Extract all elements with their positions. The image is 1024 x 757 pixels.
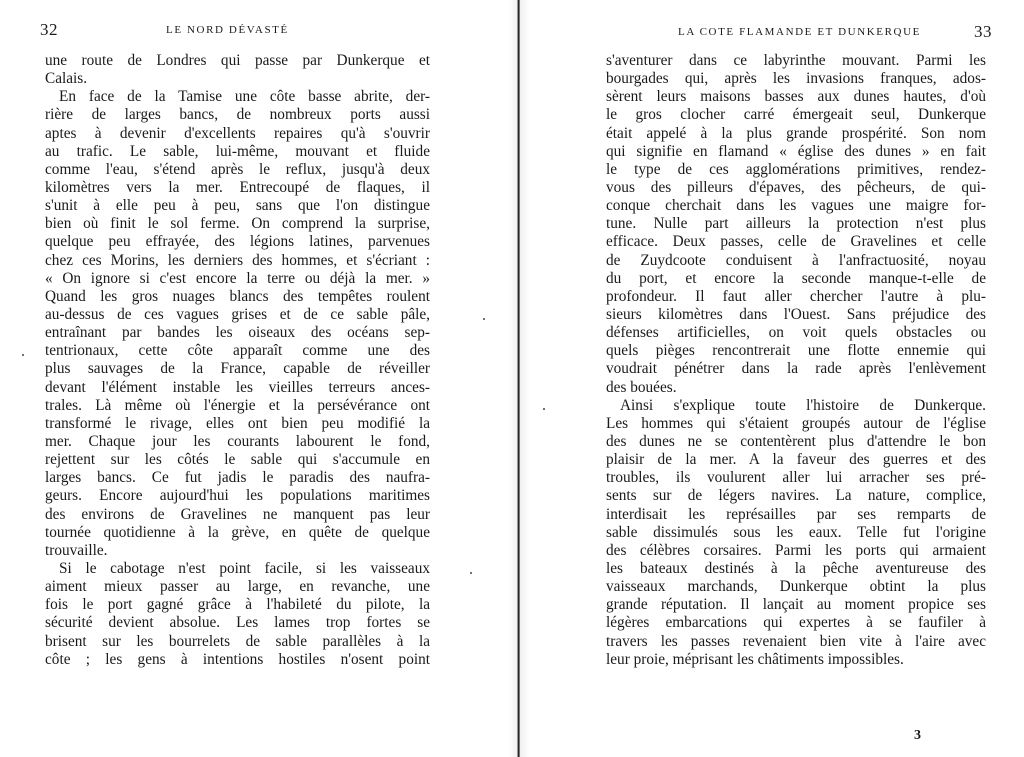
text-line: entraînant par bandes les oiseaux des océans sep-	[45, 324, 430, 342]
text-line: des célèbres corsaires. Parmi les ports qui armaient	[606, 541, 986, 559]
text-line: le type de ces agglomérations primitives, rendez-	[606, 160, 986, 178]
print-speck	[22, 354, 24, 356]
text-line: quelque peu effrayée, des légions latines, parvenues	[45, 233, 430, 251]
text-line: voudrait pénétrer dans la rade après l'enlèvement	[606, 360, 986, 378]
text-line: côte ; les gens à intentions hostiles n'osent point	[45, 650, 430, 668]
text-line: quels pièges rencontrerait une flotte ennemie qui	[606, 342, 986, 360]
text-line: une route de Londres qui passe par Dunkerque et	[45, 52, 430, 69]
running-head: LA COTE FLAMANDE ET DUNKERQUE	[678, 26, 921, 38]
text-line: brisent sur les bourrelets de sable parallèles à la	[45, 632, 430, 650]
text-line: le gros clocher carré émergeait seul, Dunkerque	[606, 106, 986, 124]
text-line: s'unit à elle peu à peu, sans que l'on distingue	[45, 197, 430, 215]
text-line: Quand les gros nuages blancs des tempêtes roulent	[45, 287, 430, 305]
text-line: grande réputation. Il lançait au moment propice ses	[606, 596, 986, 614]
text-line: du port, et encore la seconde manque-t-elle de	[606, 269, 986, 287]
page-number: 33	[974, 22, 992, 41]
text-line: s'aventurer dans ce labyrinthe mouvant. Parmi les	[606, 52, 986, 69]
text-line: trales. Là même où l'énergie et la persévérance ont	[45, 396, 430, 414]
text-line: vaisseaux marchands, Dunkerque obtint la plus	[606, 578, 986, 596]
book-gutter	[517, 0, 520, 757]
text-line: transformé le rivage, elles ont bien peu modifié la	[45, 414, 430, 432]
print-speck	[470, 572, 472, 574]
text-line: rejettent sur les côtés le sable qui s'accumule en	[45, 451, 430, 469]
text-line: sieurs kilomètres dans l'Ouest. Sans préjudice des	[606, 305, 986, 323]
text-line: geurs. Encore aujourd'hui les populations maritimes	[45, 487, 430, 505]
text-line: aiment mieux passer au large, en revanche, une	[45, 578, 430, 596]
text-line: des bouées.	[606, 378, 677, 396]
text-line: leur proie, méprisant les châtiments impossibles.	[606, 650, 904, 668]
print-speck	[543, 408, 545, 410]
signature-mark: 3	[914, 728, 921, 743]
text-line: des environs de Gravelines ne manquent pas leur	[45, 505, 430, 523]
text-line: défenses artificielles, on voit quels obstacles ou	[606, 324, 986, 342]
text-line: troubles, ils voulurent aller lui arracher ses pré-	[606, 469, 986, 487]
page-number: 32	[40, 20, 58, 39]
text-line: En face de la Tamise une côte basse abrite, der-	[59, 88, 430, 106]
text-line: Ainsi s'explique toute l'histoire de Dunkerque.	[620, 396, 986, 414]
right-page	[524, 0, 1024, 757]
text-line: des dunes ne se contentèrent plus d'attendre le bon	[606, 432, 986, 450]
print-speck	[483, 318, 485, 320]
text-line: kilomètres vers la mer. Entrecoupé de flaques, il	[45, 178, 430, 196]
text-line: sécurité devient absolue. Les lames trop fortes se	[45, 614, 430, 632]
text-line: chez ces Morins, les derniers des hommes, et s'écriant :	[45, 251, 430, 269]
text-line: aptes à devenir d'excellents repaires qu'à s'ouvrir	[45, 124, 430, 142]
text-line: trouvaille.	[45, 541, 108, 559]
text-line: tentrionaux, cette côte apparaît comme une des	[45, 342, 430, 360]
text-line: tournée quotidienne à la grève, en quête de quelque	[45, 523, 430, 541]
text-line: Si le cabotage n'est point facile, si les vaisseaux	[59, 559, 430, 577]
text-line: larges bancs. Ce fut jadis le paradis des naufra-	[45, 469, 430, 487]
text-line: interdisait les représailles par ses remparts de	[606, 505, 986, 523]
text-line: comme l'eau, s'étend après le reflux, jusqu'à deux	[45, 160, 430, 178]
text-line: bourgades qui, après les invasions franques, ados-	[606, 70, 986, 88]
text-line: devant l'élément instable les vieilles terreurs ances-	[45, 378, 430, 396]
text-line: rière de larges bancs, de nombreux ports aussi	[45, 106, 430, 124]
text-line: « On ignore si c'est encore la terre ou déjà la mer. »	[45, 269, 430, 287]
text-line: bien où finit le sol ferme. On comprend la surprise,	[45, 215, 430, 233]
text-line: vous des pilleurs d'épaves, des pêcheurs, de qui-	[606, 178, 986, 196]
text-line: efficace. Deux passes, celle de Gravelines et celle	[606, 233, 986, 251]
text-line: profondeur. Il faut aller chercher l'autre à plu-	[606, 287, 986, 305]
text-line: sèrent leurs maisons basses aux dunes hautes, d'où	[606, 88, 986, 106]
text-line: sable dissimulés sous les eaux. Telle fut l'origine	[606, 523, 986, 541]
text-line: sents sur de légers navires. La nature, complice,	[606, 487, 986, 505]
text-line: les bateaux destinés à la pêche aventureuse des	[606, 559, 986, 577]
text-line: de Zuydcoote conduisent à l'anfractuosité, noyau	[606, 251, 986, 269]
text-line: plus sauvages de la France, capable de réveiller	[45, 360, 430, 378]
text-line: Les hommes qui s'étaient groupés autour de l'église	[606, 414, 986, 432]
text-line: conque cherchait dans les vagues une maigre for-	[606, 197, 986, 215]
text-line: au-dessus de ces vagues grises et de ce sable pâle,	[45, 305, 430, 323]
text-line: était appelé à la plus grande prospérité. Son nom	[606, 124, 986, 142]
text-line: tune. Nulle part ailleurs la protection n'est plus	[606, 215, 986, 233]
text-line: travers les passes revenaient bien vite à l'aire avec	[606, 632, 986, 650]
body-text	[606, 52, 986, 669]
text-line: au trafic. Le sable, lui-même, mouvant et fluide	[45, 142, 430, 160]
text-line: fois le port gagné grâce à l'habileté du pilote, la	[45, 596, 430, 614]
text-line: mer. Chaque jour les courants labourent le fond,	[45, 432, 430, 450]
body-text	[45, 52, 430, 669]
text-line: légères embarcations qui expertes à se faufiler à	[606, 614, 986, 632]
running-head: LE NORD DÉVASTÉ	[166, 24, 289, 36]
text-line: Calais.	[45, 70, 88, 88]
text-line: qui signifie en flamand « église des dunes » en fait	[606, 142, 986, 160]
text-line: plaisir de la mer. A la faveur des guerres et des	[606, 451, 986, 469]
